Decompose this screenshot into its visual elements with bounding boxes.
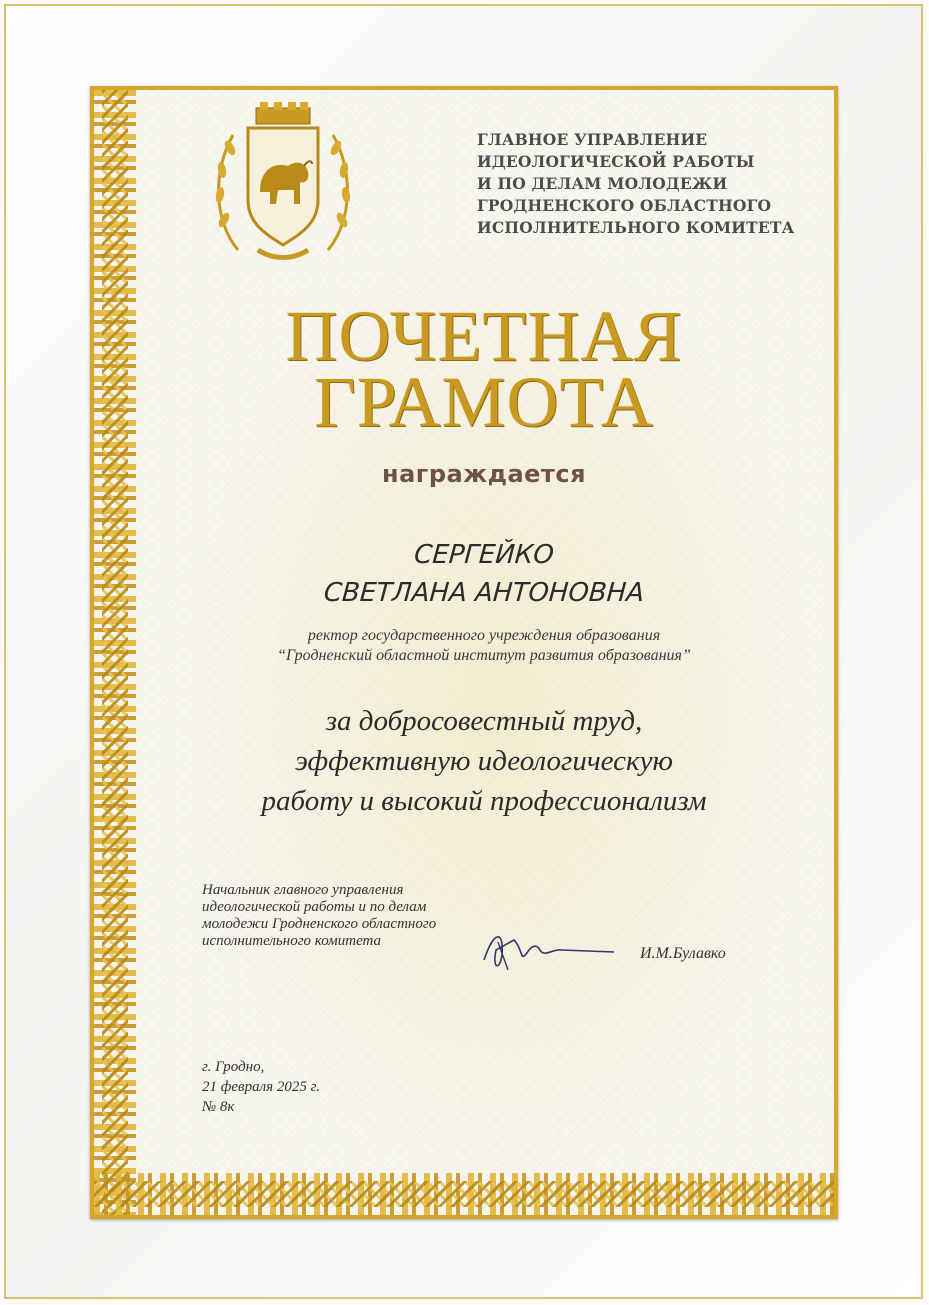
award-reason-line3: работу и высокий профессионализм [261, 785, 707, 817]
place-and-date [202, 1057, 462, 1117]
signer-name: И.М.Булавко [640, 945, 726, 962]
coat-of-arms-bison-icon [208, 100, 358, 265]
organization-line: ИДЕОЛОГИЧЕСКОЙ РАБОТЫ [477, 152, 755, 171]
signer-title-line: идеологической работы и по делам [202, 899, 427, 915]
issuing-organization [477, 129, 807, 239]
signer-title-line: исполнительного комитета [202, 933, 382, 949]
signer-title-line: Начальник главного управления [202, 882, 404, 898]
recipient-position-line1: ректор государственного учреждения образования [307, 627, 661, 644]
issue-date: 21 февраля 2025 г. [202, 1079, 320, 1095]
certificate [90, 86, 838, 1219]
certificate-title-line2: ГРАМОТА [314, 362, 654, 442]
organization-line: ИСПОЛНИТЕЛЬНОГО КОМИТЕТА [477, 218, 795, 237]
organization-line: И ПО ДЕЛАМ МОЛОДЕЖИ [477, 174, 728, 193]
document-number: № 8к [202, 1099, 235, 1115]
handwritten-signature-icon [474, 920, 624, 980]
organization-line: ГРОДНЕНСКОГО ОБЛАСТНОГО [477, 196, 772, 215]
recipient-surname: СЕРГЕЙКО [413, 540, 555, 570]
award-reason-line2: эффективную идеологическую [295, 745, 673, 777]
organization-line: ГЛАВНОЕ УПРАВЛЕНИЕ [477, 130, 708, 149]
certificate-title-line1: ПОЧЕТНАЯ [285, 296, 683, 376]
awarded-label: награждается [382, 460, 586, 488]
signer-title-line: молодежи Гродненского областного [202, 916, 437, 932]
bottom-ornament-pattern [94, 1181, 834, 1207]
left-ornament-pattern [102, 90, 128, 1215]
recipient-name: СВЕТЛАНА АНТОНОВНА [322, 578, 646, 608]
award-reason-line1: за добросовестный труд, [325, 705, 643, 737]
recipient-position-line2: “Гродненский областной институт развития образования” [277, 647, 691, 664]
issue-city: г. Гродно, [202, 1059, 265, 1075]
